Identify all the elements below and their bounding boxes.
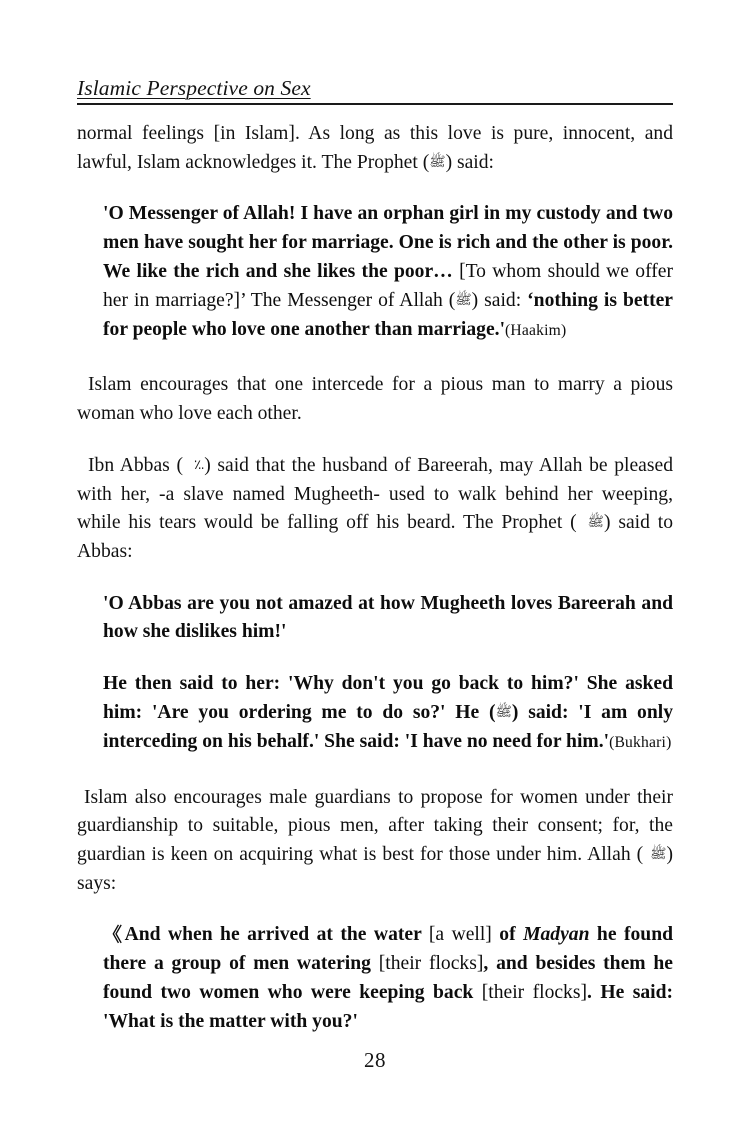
spacer <box>77 647 673 670</box>
quote-bold-lead: He then said to her: 'Why don't you go back to him?' She asked him: 'Are you ordering me to do so?' He ( <box>103 673 673 723</box>
quote-bold-rest: ) said: 'I am only interceding on his behalf.' She said: 'I have no need for him.' <box>103 702 673 752</box>
subhanahu-wa-taala-icon: ﷺ <box>650 846 667 862</box>
blockquote-quran-madyan <box>103 921 673 1036</box>
running-head-title: Islamic Perspective on Sex <box>77 76 311 100</box>
quran-italic-madyan: Madyan <box>523 924 590 946</box>
quran-plain-2: [their flocks] <box>378 953 484 975</box>
paragraph-text-after: ) said: <box>445 151 494 173</box>
sallallahu-alayhi-wasallam-icon: ﷺ <box>455 291 472 308</box>
paragraph-text-1: Islam also encourages male guardians to propose for women under their guardianship to suitable, pious men, after taking their consent; for, the guardian is keen on acquiring what is best for those under him. Allah ( <box>77 786 673 865</box>
quran-plain-1: [a well] <box>428 924 500 946</box>
spacer <box>77 898 673 921</box>
paragraph-text-before: normal feelings [in Islam]. As long as this love is pure, innocent, and lawful, Islam acknowledges it. The Prophet ( <box>77 123 673 173</box>
paragraph-text-3: ) said to Abbas: <box>77 512 674 562</box>
spacer <box>77 758 673 784</box>
page-number: 28 <box>364 1048 386 1072</box>
blockquote-hadith-haakim <box>103 200 673 345</box>
quote-attribution: (Bukhari) <box>609 733 672 751</box>
spacer <box>77 177 673 200</box>
paragraph-intercede: Islam encourages that one intercede for a pious man to marry a pious woman who love each other. <box>77 374 673 425</box>
quote-plain-insertion: [To whom should we offer her in marriage?]’ The Messenger of Allah ( <box>103 261 673 311</box>
page-content <box>77 120 673 1037</box>
blockquote-abbas-mugheeth: 'O Abbas are you not amazed at how Mugheeth loves Bareerah and how she dislikes him!' <box>103 592 673 643</box>
paragraph-text-2: ) says: <box>77 844 673 894</box>
paragraph-guardians <box>77 784 673 899</box>
quran-bold-3: he found there a group of men watering <box>103 924 673 975</box>
quran-bold-5: . He said: 'What is the matter with you?' <box>103 982 674 1032</box>
paragraph-text-2: ) said that the husband of Bareerah, may Allah be pleased with her, -a slave named Mugheeth- used to walk behind her weeping, while his tears would be falling off his beard. The Prophet ( <box>77 454 673 534</box>
quote-bold-lead: 'O Messenger of Allah! I have an orphan girl in my custody and two men have sought her for marriage. One is rich and the other is poor. We like the rich and she likes the poor… <box>103 203 673 282</box>
radiyallahu-anhu-icon: ؉ <box>193 456 205 473</box>
quran-bold-4: , and besides them he found two women who were keeping back <box>103 953 673 1003</box>
quote-plain-said: ) said: <box>471 289 528 311</box>
sallallahu-alayhi-wasallam-icon: ﷺ <box>429 153 446 170</box>
quote-attribution: (Haakim) <box>505 321 567 339</box>
paragraph-continuation <box>77 120 673 177</box>
quote-bold-saying: ‘nothing is better for people who love one another than marriage.' <box>103 289 674 340</box>
quran-plain-3: [their flocks] <box>481 982 588 1003</box>
spacer <box>77 429 673 452</box>
quran-open-bracket-icon: 《 <box>103 924 125 947</box>
spacer <box>77 345 673 371</box>
spacer <box>77 567 673 590</box>
sallallahu-alayhi-wasallam-icon: ﷺ <box>495 704 512 720</box>
blockquote-bukhari <box>103 670 673 757</box>
paragraph-ibn-abbas <box>77 452 673 567</box>
quran-bold-2: of <box>499 924 524 946</box>
sallallahu-alayhi-wasallam-icon: ﷺ <box>587 514 604 531</box>
running-head <box>77 76 673 105</box>
quran-bold-1: And when he arrived at the water <box>124 924 429 946</box>
paragraph-text-1: Ibn Abbas ( <box>88 454 183 476</box>
